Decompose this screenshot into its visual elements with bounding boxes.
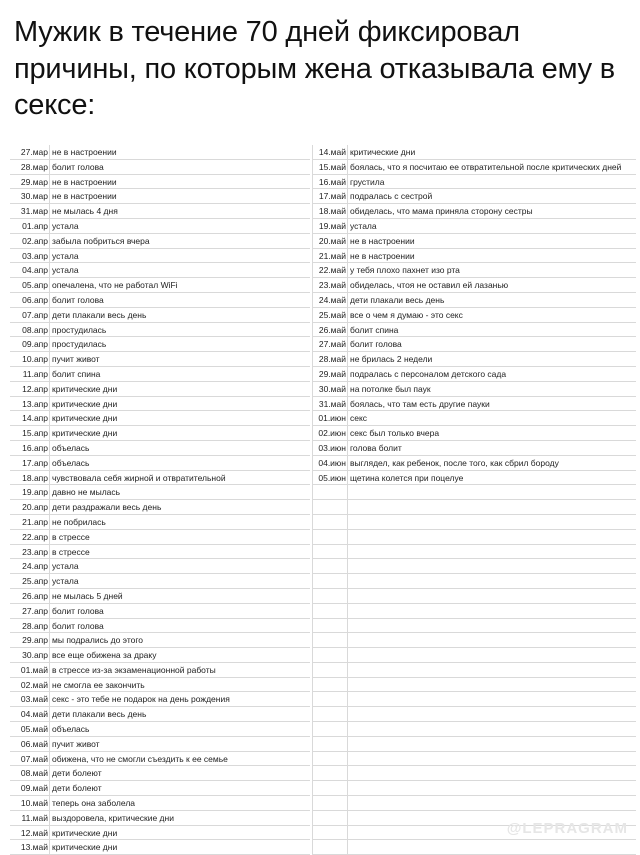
- reason-cell: объелась: [52, 442, 90, 453]
- date-cell: 20.май: [318, 235, 346, 246]
- table-row: [312, 352, 636, 367]
- table-row: [312, 145, 636, 160]
- reason-cell: пучит живот: [52, 738, 100, 749]
- reason-cell: выздоровела, критические дни: [52, 812, 174, 823]
- date-cell: 26.апр: [22, 590, 48, 601]
- table-row: [10, 308, 310, 323]
- table-row: [312, 663, 636, 678]
- date-cell: 25.май: [318, 309, 346, 320]
- table-row: [312, 752, 636, 767]
- table-row: [10, 337, 310, 352]
- reason-cell: устала: [350, 220, 377, 231]
- reason-cell: болит голова: [52, 161, 104, 172]
- table-row: [10, 619, 310, 634]
- reason-cell: не в настроении: [52, 176, 117, 187]
- date-cell: 08.май: [20, 768, 48, 779]
- table-row: [10, 323, 310, 338]
- reason-cell: критические дни: [52, 398, 118, 409]
- reason-cell: чувствовала себя жирной и отвратительной: [52, 472, 226, 483]
- date-cell: 16.май: [318, 176, 346, 187]
- table-row: [10, 722, 310, 737]
- table-row: [312, 323, 636, 338]
- table-row: [10, 456, 310, 471]
- table-row: [312, 263, 636, 278]
- table-row: [10, 648, 310, 663]
- table-row: [312, 500, 636, 515]
- table-row: [312, 160, 636, 175]
- reason-cell: не в настроении: [350, 235, 415, 246]
- table-row: [10, 574, 310, 589]
- reason-cell: болит спина: [52, 368, 101, 379]
- table-row: [312, 707, 636, 722]
- table-row: [312, 219, 636, 234]
- table-row: [312, 175, 636, 190]
- table-row: [312, 411, 636, 426]
- table-row: [312, 530, 636, 545]
- reason-cell: критические дни: [52, 842, 118, 853]
- date-cell: 19.апр: [22, 487, 48, 498]
- table-row: [312, 545, 636, 560]
- reason-cell: критические дни: [350, 147, 416, 157]
- table-row: [312, 619, 636, 634]
- date-cell: 05.апр: [22, 280, 48, 291]
- table-row: [10, 545, 310, 560]
- table-row: [312, 648, 636, 663]
- table-row: [10, 352, 310, 367]
- right-column: [312, 145, 636, 855]
- table-row: [312, 840, 636, 855]
- reason-cell: болит голова: [350, 339, 402, 350]
- table-row: [10, 530, 310, 545]
- table-row: [312, 574, 636, 589]
- reason-cell: в стрессе: [52, 546, 90, 557]
- table-row: [10, 293, 310, 308]
- date-cell: 27.мар: [20, 147, 48, 157]
- table-row: [10, 663, 310, 678]
- table-row: [10, 145, 310, 160]
- reason-cell: дети плакали весь день: [350, 294, 445, 305]
- date-cell: 30.май: [318, 383, 346, 394]
- date-cell: 22.апр: [22, 531, 48, 542]
- table-row: [10, 692, 310, 707]
- date-cell: 26.май: [318, 324, 346, 335]
- date-cell: 19.май: [318, 220, 346, 231]
- table-row: [312, 589, 636, 604]
- table-row: [312, 471, 636, 486]
- date-cell: 27.май: [318, 339, 346, 350]
- headline: Мужик в течение 70 дней фиксировал причины, по которым жена отказывала ему в сексе:: [14, 16, 615, 121]
- date-cell: 04.июн: [318, 457, 346, 468]
- date-cell: 13.апр: [22, 398, 48, 409]
- reason-cell: болит голова: [52, 605, 104, 616]
- table-row: [10, 471, 310, 486]
- date-cell: 23.апр: [22, 546, 48, 557]
- table-row: [10, 485, 310, 500]
- reason-cell: устала: [52, 576, 79, 587]
- date-cell: 08.апр: [22, 324, 48, 335]
- date-cell: 16.апр: [22, 442, 48, 453]
- reason-cell: не смогла ее закончить: [52, 679, 145, 690]
- reason-cell: критические дни: [52, 428, 118, 439]
- reason-cell: критические дни: [52, 827, 118, 838]
- date-cell: 14.апр: [22, 413, 48, 424]
- table-row: [312, 397, 636, 412]
- date-cell: 21.апр: [22, 516, 48, 527]
- table-row: [10, 811, 310, 826]
- reason-cell: щетина колется при поцелуе: [350, 472, 464, 483]
- reason-cell: в стрессе из-за экзаменационной работы: [52, 664, 216, 675]
- reason-cell: устала: [52, 265, 79, 276]
- reason-cell: все о чем я думаю - это секс: [350, 309, 463, 320]
- reason-cell: болит спина: [350, 324, 399, 335]
- reason-cell: критические дни: [52, 383, 118, 394]
- table-row: [10, 826, 310, 841]
- table-row: [10, 589, 310, 604]
- table-row: [10, 515, 310, 530]
- table-row: [312, 382, 636, 397]
- date-cell: 07.апр: [22, 309, 48, 320]
- table-row: [312, 722, 636, 737]
- date-cell: 25.апр: [22, 576, 48, 587]
- date-cell: 17.апр: [22, 457, 48, 468]
- reason-cell: не в настроении: [52, 191, 117, 202]
- reason-cell: секс - это тебе не подарок на день рождения: [52, 694, 230, 705]
- reason-cell: не мылась 5 дней: [52, 590, 123, 601]
- table-row: [10, 204, 310, 219]
- reason-cell: не в настроении: [52, 147, 117, 157]
- table-row: [10, 189, 310, 204]
- date-cell: 22.май: [318, 265, 346, 276]
- date-cell: 06.апр: [22, 294, 48, 305]
- table-row: [10, 766, 310, 781]
- table-row: [312, 189, 636, 204]
- table-row: [312, 559, 636, 574]
- date-cell: 10.май: [20, 798, 48, 809]
- reason-cell: опечалена, что не работал WiFi: [52, 280, 178, 291]
- date-cell: 01.апр: [22, 220, 48, 231]
- reason-cell: забыла побриться вчера: [52, 235, 150, 246]
- reason-cell: устала: [52, 250, 79, 261]
- date-cell: 18.апр: [22, 472, 48, 483]
- reason-cell: подралась с сестрой: [350, 191, 433, 202]
- reason-cell: боялась, что я посчитаю ее отвратительной после критических дней: [350, 161, 622, 172]
- date-cell: 13.май: [20, 842, 48, 853]
- date-cell: 09.апр: [22, 339, 48, 350]
- date-cell: 03.май: [20, 694, 48, 705]
- table-row: [312, 633, 636, 648]
- table-row: [10, 249, 310, 264]
- table-row: [10, 382, 310, 397]
- date-cell: 05.май: [20, 724, 48, 735]
- reason-cell: дети болеют: [52, 768, 102, 779]
- date-cell: 30.апр: [22, 650, 48, 661]
- reason-cell: критические дни: [52, 413, 118, 424]
- reason-cell: простудилась: [52, 324, 107, 335]
- date-cell: 04.май: [20, 709, 48, 720]
- reason-cell: на потолке был паук: [350, 383, 431, 394]
- reason-cell: простудилась: [52, 339, 107, 350]
- table-row: [312, 692, 636, 707]
- reason-cell: болит голова: [52, 620, 104, 631]
- date-cell: 20.апр: [22, 502, 48, 513]
- table-row: [10, 796, 310, 811]
- table-row: [10, 840, 310, 855]
- date-cell: 18.май: [318, 206, 346, 217]
- reason-cell: давно не мылась: [52, 487, 121, 498]
- table-row: [312, 515, 636, 530]
- date-cell: 31.май: [318, 398, 346, 409]
- date-cell: 15.май: [318, 161, 346, 172]
- left-column: [10, 145, 310, 855]
- table-row: [312, 485, 636, 500]
- table-row: [10, 219, 310, 234]
- reason-cell: теперь она заболела: [52, 798, 136, 809]
- date-cell: 24.апр: [22, 561, 48, 572]
- reason-cell: обиделась, чтоя не оставил ей лазанью: [350, 280, 509, 291]
- date-cell: 03.апр: [22, 250, 48, 261]
- date-cell: 11.апр: [22, 368, 48, 379]
- reason-cell: дети болеют: [52, 783, 102, 794]
- table-row: [10, 160, 310, 175]
- table-row: [10, 737, 310, 752]
- date-cell: 01.май: [20, 664, 48, 675]
- reason-cell: мы подрались до этого: [52, 635, 143, 646]
- table-row: [10, 411, 310, 426]
- table-row: [10, 278, 310, 293]
- reason-cell: выглядел, как ребенок, после того, как сбрил бороду: [350, 457, 559, 468]
- date-cell: 28.апр: [22, 620, 48, 631]
- reason-cell: секс был только вчера: [350, 428, 440, 439]
- table-row: [10, 678, 310, 693]
- reason-cell: дети плакали весь день: [52, 309, 147, 320]
- reason-cell: голова болит: [350, 442, 402, 453]
- table-row: [312, 604, 636, 619]
- date-cell: 28.май: [318, 354, 346, 365]
- table-row: [312, 278, 636, 293]
- table-row: [10, 781, 310, 796]
- date-cell: 23.май: [318, 280, 346, 291]
- date-cell: 04.апр: [22, 265, 48, 276]
- date-cell: 05.июн: [318, 472, 346, 483]
- table-row: [10, 633, 310, 648]
- reason-cell: объелась: [52, 724, 90, 735]
- reason-cell: обижена, что не смогли съездить к ее семье: [52, 753, 228, 764]
- table-row: [312, 308, 636, 323]
- reason-cell: грустила: [350, 176, 385, 187]
- date-cell: 14.май: [318, 147, 346, 157]
- reason-cell: болит голова: [52, 294, 104, 305]
- table-row: [10, 441, 310, 456]
- table-row: [312, 796, 636, 811]
- date-cell: 09.май: [20, 783, 48, 794]
- table-row: [10, 234, 310, 249]
- reason-cell: пучит живот: [52, 354, 100, 365]
- table-row: [10, 426, 310, 441]
- date-cell: 02.июн: [318, 428, 346, 439]
- table-row: [10, 707, 310, 722]
- table-row: [312, 234, 636, 249]
- table-row: [312, 456, 636, 471]
- table-row: [10, 500, 310, 515]
- reason-cell: секс: [350, 413, 368, 424]
- date-cell: 03.июн: [318, 442, 346, 453]
- table-row: [312, 249, 636, 264]
- table-row: [10, 604, 310, 619]
- reason-cell: не в настроении: [350, 250, 415, 261]
- table-row: [312, 678, 636, 693]
- table-row: [312, 781, 636, 796]
- reason-cell: дети плакали весь день: [52, 709, 147, 720]
- date-cell: 10.апр: [22, 354, 48, 365]
- table-row: [312, 426, 636, 441]
- date-cell: 15.апр: [22, 428, 48, 439]
- reason-cell: в стрессе: [52, 531, 90, 542]
- reason-cell: боялась, что там есть другие пауки: [350, 398, 490, 409]
- reason-cell: устала: [52, 220, 79, 231]
- table-row: [10, 263, 310, 278]
- table-row: [312, 737, 636, 752]
- table-row: [312, 766, 636, 781]
- date-cell: 12.апр: [22, 383, 48, 394]
- date-cell: 02.апр: [22, 235, 48, 246]
- date-cell: 28.мар: [20, 161, 48, 172]
- reason-cell: не мылась 4 дня: [52, 206, 118, 217]
- reason-cell: дети раздражали весь день: [52, 502, 162, 513]
- date-cell: 11.май: [21, 812, 48, 823]
- date-cell: 17.май: [318, 191, 346, 202]
- date-cell: 02.май: [20, 679, 48, 690]
- reason-cell: у тебя плохо пахнет изо рта: [350, 265, 460, 276]
- table-row: [312, 441, 636, 456]
- reason-cell: подралась с персоналом детского сада: [350, 368, 507, 379]
- date-cell: 12.май: [20, 827, 48, 838]
- date-cell: 29.мар: [20, 176, 48, 187]
- table-row: [312, 337, 636, 352]
- reason-cell: объелась: [52, 457, 90, 468]
- date-cell: 07.май: [20, 753, 48, 764]
- date-cell: 29.май: [318, 368, 346, 379]
- table-row: [312, 204, 636, 219]
- date-cell: 29.апр: [22, 635, 48, 646]
- table-row: [10, 175, 310, 190]
- watermark: @LEPRAGRAM: [506, 820, 628, 837]
- table-row: [10, 752, 310, 767]
- date-cell: 06.май: [20, 738, 48, 749]
- date-cell: 31.мар: [20, 206, 48, 217]
- date-cell: 24.май: [318, 294, 346, 305]
- reason-cell: не побрилась: [52, 516, 106, 527]
- reason-cell: обиделась, что мама приняла сторону сестры: [350, 206, 533, 217]
- date-cell: 30.мар: [20, 191, 48, 202]
- date-cell: 21.май: [318, 250, 346, 261]
- table-row: [312, 367, 636, 382]
- date-cell: 01.июн: [318, 413, 346, 424]
- table-row: [10, 559, 310, 574]
- table-row: [10, 397, 310, 412]
- table-row: [312, 293, 636, 308]
- date-cell: 27.апр: [22, 605, 48, 616]
- table-row: [10, 367, 310, 382]
- reason-cell: все еще обижена за драку: [52, 650, 157, 661]
- reason-cell: устала: [52, 561, 79, 572]
- reason-cell: не брилась 2 недели: [350, 354, 433, 365]
